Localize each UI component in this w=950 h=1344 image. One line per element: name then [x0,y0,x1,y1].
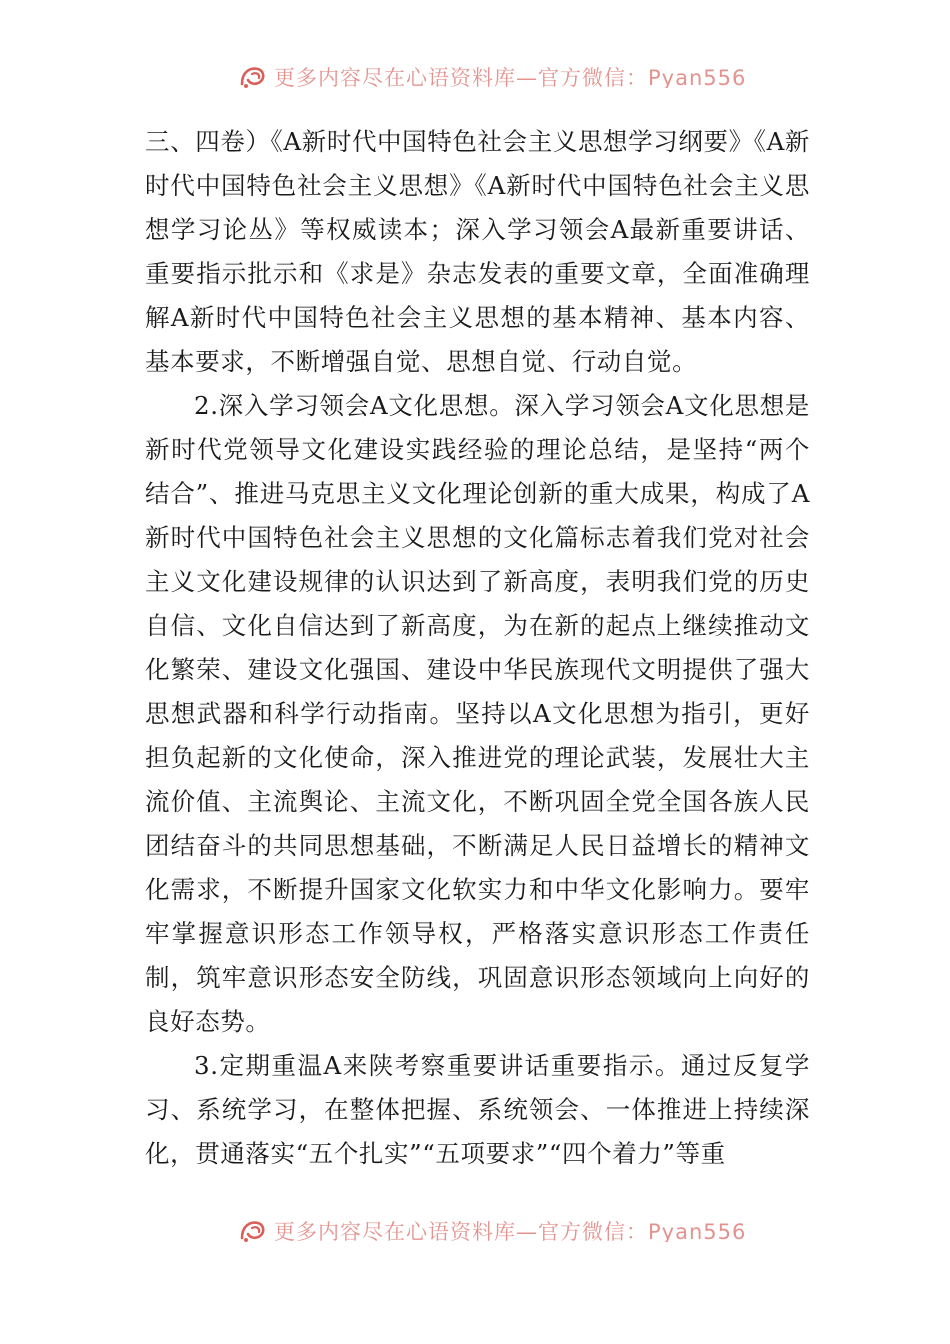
watermark-text: 更多内容尽在心语资料库—官方微信：Pyan556 [274,1220,747,1242]
paragraph-culture-thought: 2.深入学习领会A文化思想。深入学习领会A文化思想是新时代党领导文化建设实践经验的理论总结，是坚持“两个结合”、推进马克思主义文化理论创新的重大成果，构成了A新时代中国特色社会主义思想的文化篇标志着我们党对社会主义文化建设规律的认识达到了新高度，表明我们党的历史自信、文化自信达到了新高度，为在新的起点上继续推动文化繁荣、建设文化强国、建设中华民族现代文明提供了强大思想武器和科学行动指南。坚持以A文化思想为指引，更好担负起新的文化使命，深入推进党的理论武装，发展壮大主流价值、主流舆论、主流文化，不断巩固全党全国各族人民团结奋斗的共同思想基础，不断满足人民日益增长的精神文化需求，不断提升国家文化软实力和中华文化影响力。要牢牢掌握意识形态工作领导权，严格落实意识形态工作责任制，筑牢意识形态安全防线，巩固意识形态领域向上向好的良好态势。 [145,391,810,1036]
paragraph-review-speeches: 3.定期重温A来陕考察重要讲话重要指示。通过反复学习、系统学习，在整体把握、系统领会、一体推进上持续深化，贯通落实“五个扎实”“五项要求”“四个着力”等重 [145,1051,810,1168]
document-body [145,120,810,1176]
paragraph-continued: 三、四卷）《A新时代中国特色社会主义思想学习纲要》《A新时代中国特色社会主义思想》《A新时代中国特色社会主义思想学习论丛》等权威读本；深入学习领会A最新重要讲话、重要指示批示和《求是》杂志发表的重要文章，全面准确理解A新时代中国特色社会主义思想的基本精神、基本内容、基本要求，不断增强自觉、思想自觉、行动自觉。 [145,127,810,376]
brand-logo-icon [238,1218,268,1242]
brand-logo-icon [238,64,268,88]
footer-watermark [0,1202,950,1242]
watermark-text: 更多内容尽在心语资料库—官方微信：Pyan556 [274,66,747,88]
header-watermark [0,48,950,88]
